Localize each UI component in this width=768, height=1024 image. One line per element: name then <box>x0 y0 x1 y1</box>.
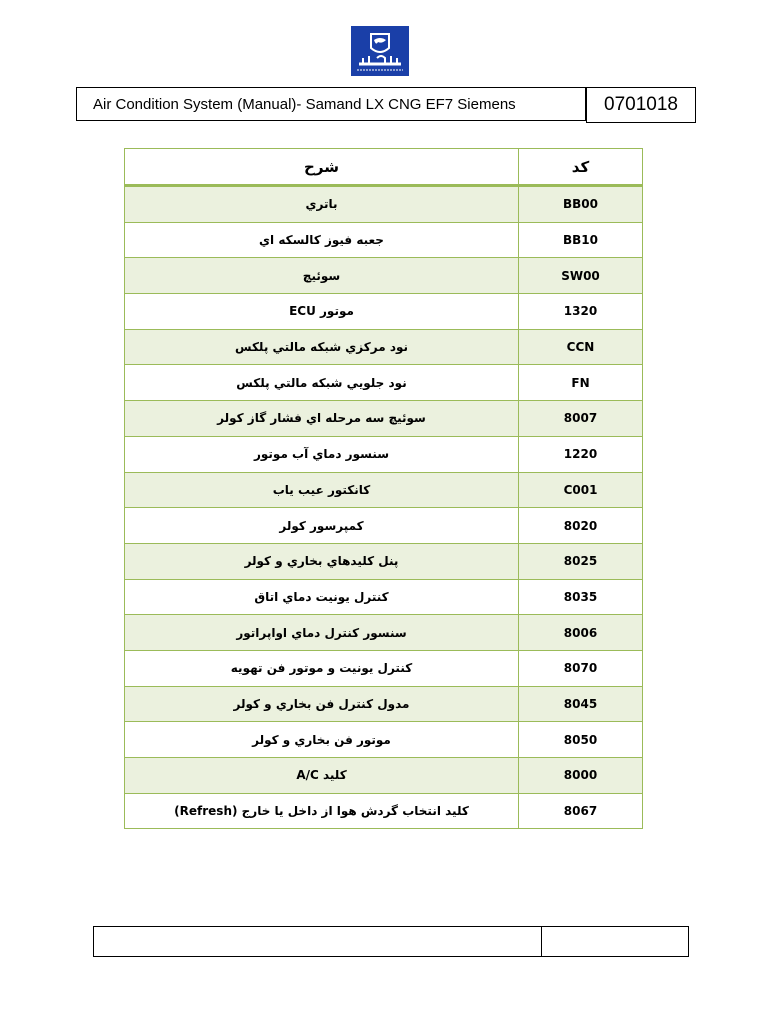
table-row <box>125 686 643 722</box>
footer-box <box>93 926 689 957</box>
table-row <box>125 258 643 294</box>
header-title-box <box>76 87 586 121</box>
table-row <box>125 650 643 686</box>
row-code: 8035 <box>519 579 643 615</box>
component-code-table <box>124 148 643 829</box>
table-row <box>125 401 643 437</box>
table-row <box>125 294 643 330</box>
row-description: باتري <box>125 186 519 223</box>
row-description: كليد A/C <box>125 758 519 794</box>
table-row <box>125 615 643 651</box>
row-description: كنترل يونيت دماي اتاق <box>125 579 519 615</box>
table-row <box>125 436 643 472</box>
row-code: 8045 <box>519 686 643 722</box>
row-description: جعبه فيوز كالسكه اي <box>125 222 519 258</box>
table-row <box>125 579 643 615</box>
header-code: کد <box>519 149 643 186</box>
table-row <box>125 508 643 544</box>
row-description: مدول كنترل فن بخاري و كولر <box>125 686 519 722</box>
table-row <box>125 793 643 829</box>
row-description: سوئيچ سه مرحله اي فشار گاز كولر <box>125 401 519 437</box>
table-header-row <box>125 149 643 186</box>
table-row <box>125 543 643 579</box>
row-description: سنسور دماي آب موتور <box>125 436 519 472</box>
row-description: نود مركزي شبكه مالتي پلكس <box>125 329 519 365</box>
row-code: 8070 <box>519 650 643 686</box>
row-code: 8000 <box>519 758 643 794</box>
row-code: C001 <box>519 472 643 508</box>
table-row <box>125 722 643 758</box>
table-row <box>125 222 643 258</box>
row-description: سوئيچ <box>125 258 519 294</box>
iran-khodro-logo-icon <box>351 26 409 76</box>
row-code: FN <box>519 365 643 401</box>
company-logo <box>351 26 409 76</box>
row-code: SW00 <box>519 258 643 294</box>
row-description: نود جلويي شبكه مالتي پلكس <box>125 365 519 401</box>
row-description: كمپرسور كولر <box>125 508 519 544</box>
row-description: كنترل يونيت و موتور فن تهويه <box>125 650 519 686</box>
row-code: 8050 <box>519 722 643 758</box>
row-description: كليد انتخاب گردش هوا از داخل يا خارج (Refresh) <box>125 793 519 829</box>
row-code: 8007 <box>519 401 643 437</box>
table-row <box>125 329 643 365</box>
row-description: موتور فن بخاري و كولر <box>125 722 519 758</box>
row-description: سنسور كنترل دماي اواپراتور <box>125 615 519 651</box>
document-code: 0701018 <box>604 94 678 115</box>
row-code: BB00 <box>519 186 643 223</box>
row-code: 8067 <box>519 793 643 829</box>
row-description: كانكتور عيب ياب <box>125 472 519 508</box>
table-body <box>125 186 643 829</box>
table-row <box>125 472 643 508</box>
row-code: 1220 <box>519 436 643 472</box>
table-row <box>125 186 643 223</box>
row-code: 8025 <box>519 543 643 579</box>
row-code: CCN <box>519 329 643 365</box>
row-code: 1320 <box>519 294 643 330</box>
row-description: پنل كليدهاي بخاري و كولر <box>125 543 519 579</box>
footer-divider <box>541 927 542 956</box>
header-description: شرح <box>125 149 519 186</box>
row-description: موتور ECU <box>125 294 519 330</box>
row-code: 8006 <box>519 615 643 651</box>
table-row <box>125 758 643 794</box>
row-code: BB10 <box>519 222 643 258</box>
row-code: 8020 <box>519 508 643 544</box>
document-title: Air Condition System (Manual)- Samand LX CNG EF7 Siemens <box>93 96 516 113</box>
document-code-box <box>586 87 696 123</box>
table-row <box>125 365 643 401</box>
